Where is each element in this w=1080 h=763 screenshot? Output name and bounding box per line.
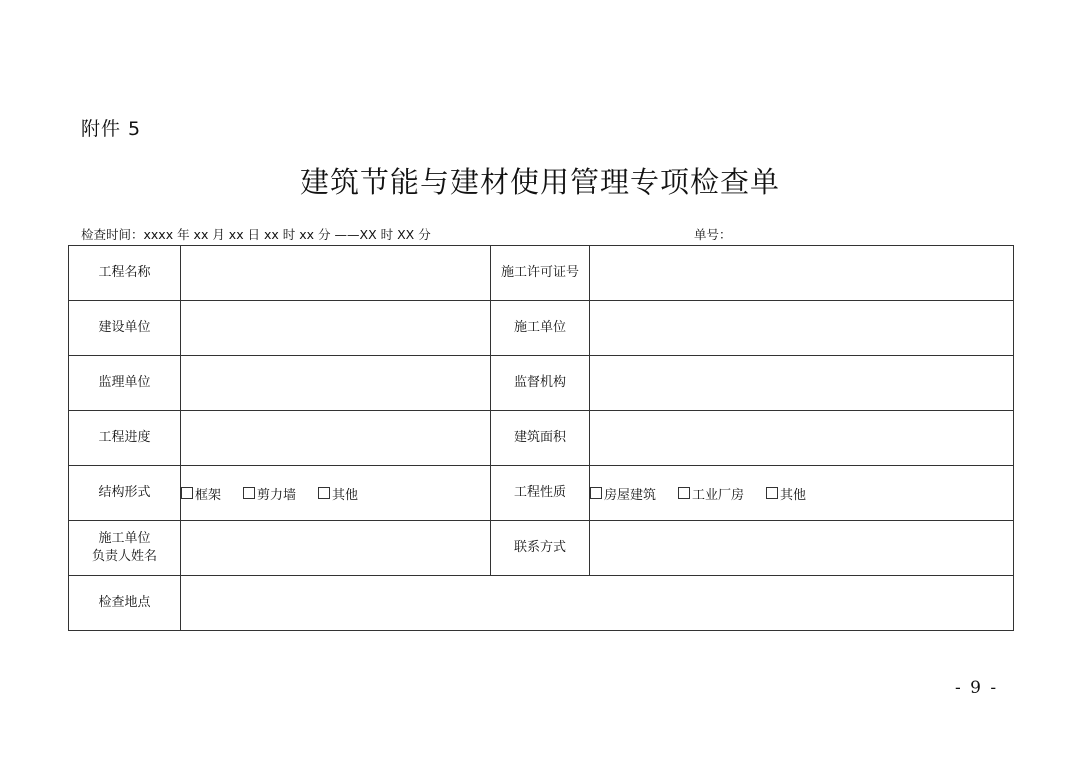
nature-options <box>590 466 1014 521</box>
inspection-form-table <box>68 245 1014 631</box>
structure-options <box>181 466 491 521</box>
page-number: - 9 - <box>955 678 999 698</box>
supervision-agency-field[interactable] <box>590 356 1014 411</box>
supervisor-field[interactable] <box>181 356 491 411</box>
supervision-agency-label: 监督机构 <box>491 356 590 411</box>
inspection-time-label: 检查时间： <box>81 227 144 242</box>
option-label: 其他 <box>332 487 359 503</box>
nature-option-factory[interactable] <box>678 484 744 503</box>
option-label: 框架 <box>195 487 222 503</box>
permit-number-field[interactable] <box>590 246 1014 301</box>
progress-label: 工程进度 <box>69 411 181 466</box>
progress-field[interactable] <box>181 411 491 466</box>
contact-label: 联系方式 <box>491 521 590 576</box>
table-row <box>69 466 1014 521</box>
contractor-field[interactable] <box>590 301 1014 356</box>
permit-number-label: 施工许可证号 <box>491 246 590 301</box>
location-field[interactable] <box>181 576 1014 631</box>
building-area-field[interactable] <box>590 411 1014 466</box>
table-row <box>69 521 1014 576</box>
nature-label: 工程性质 <box>491 466 590 521</box>
option-label: 剪力墙 <box>257 487 297 503</box>
builder-label: 建设单位 <box>69 301 181 356</box>
contractor-person-label-line1: 施工单位 <box>98 531 151 546</box>
contractor-person-label-line2: 负责人姓名 <box>91 549 157 564</box>
nature-option-other[interactable] <box>766 484 806 503</box>
building-area-label: 建筑面积 <box>491 411 590 466</box>
table-row <box>69 246 1014 301</box>
checkbox-icon[interactable] <box>181 487 193 499</box>
form-number-label: 单号： <box>694 227 732 242</box>
project-name-label: 工程名称 <box>69 246 181 301</box>
location-label: 检查地点 <box>69 576 181 631</box>
supervisor-label: 监理单位 <box>69 356 181 411</box>
checkbox-icon[interactable] <box>678 487 690 499</box>
option-label: 其他 <box>780 487 807 503</box>
structure-option-other[interactable] <box>318 484 358 503</box>
nature-option-housing[interactable] <box>590 484 656 503</box>
option-label: 房屋建筑 <box>604 487 657 503</box>
checkbox-icon[interactable] <box>318 487 330 499</box>
builder-field[interactable] <box>181 301 491 356</box>
contractor-person-label <box>69 521 181 576</box>
checkbox-icon[interactable] <box>766 487 778 499</box>
inspection-time-value: xxxx 年 xx 月 xx 日 xx 时 xx 分 ——XX 时 XX 分 <box>143 227 431 242</box>
checkbox-icon[interactable] <box>590 487 602 499</box>
contractor-label: 施工单位 <box>491 301 590 356</box>
table-row <box>69 411 1014 466</box>
table-row <box>69 576 1014 631</box>
contractor-person-field[interactable] <box>181 521 491 576</box>
document-title: 建筑节能与建材使用管理专项检查单 <box>299 165 780 199</box>
project-name-field[interactable] <box>181 246 491 301</box>
structure-label: 结构形式 <box>69 466 181 521</box>
table-row <box>69 301 1014 356</box>
attachment-label: 附件 5 <box>81 118 142 140</box>
inspection-time <box>81 225 431 243</box>
checkbox-icon[interactable] <box>243 487 255 499</box>
structure-option-shear-wall[interactable] <box>243 484 296 503</box>
table-row <box>69 356 1014 411</box>
structure-option-frame[interactable] <box>181 484 221 503</box>
contact-field[interactable] <box>590 521 1014 576</box>
option-label: 工业厂房 <box>692 487 745 503</box>
